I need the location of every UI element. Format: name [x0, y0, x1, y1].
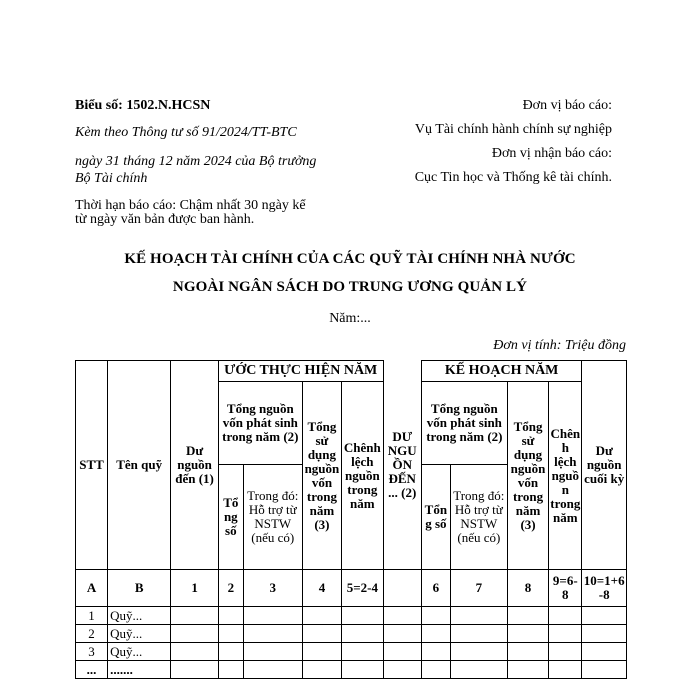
- row-fund-name: .......: [108, 661, 171, 679]
- reporting-unit: Vụ Tài chính hành chính sự nghiệp: [414, 122, 612, 137]
- index-cell: 7: [450, 570, 507, 607]
- header-difference: Chênh lệch nguồn trong năm: [342, 382, 383, 570]
- index-cell: A: [76, 570, 108, 607]
- header-of-which-support: Trong đó: Hỗ trợ từ NSTW (nếu có): [243, 465, 302, 570]
- index-cell: 4: [302, 570, 341, 607]
- title-line1: KẾ HOẠCH TÀI CHÍNH CỦA CÁC QUỸ TÀI CHÍNH NHÀ NƯỚC: [124, 251, 576, 267]
- header-closing-balance: Dư nguồn cuối kỳ: [582, 361, 627, 570]
- header-total: Tổng số: [218, 465, 243, 570]
- header-of-which-support-plan: Trong đó: Hỗ trợ từ NSTW (nếu có): [450, 465, 507, 570]
- row-stt: 3: [76, 643, 108, 661]
- index-cell: 2: [218, 570, 243, 607]
- form-code: Biểu số: 1502.N.HCSN: [75, 98, 211, 113]
- index-cell: 9=6-8: [549, 570, 582, 607]
- unit-of-measure: Đơn vị tính: Triệu đồng: [493, 338, 626, 353]
- row-fund-name: Quỹ...: [108, 625, 171, 643]
- deadline-line1: Thời hạn báo cáo: Chậm nhất 30 ngày kể: [75, 198, 306, 213]
- table-row: [76, 643, 627, 661]
- report-year: Năm:...: [329, 311, 371, 326]
- row-fund-name: Quỹ...: [108, 643, 171, 661]
- index-cell: 3: [243, 570, 302, 607]
- table-row: [76, 625, 627, 643]
- header-total-sources: Tổng nguồn vốn phát sinh trong năm (2): [218, 382, 302, 465]
- reporting-unit-label: Đơn vị báo cáo:: [522, 98, 612, 113]
- index-cell: B: [108, 570, 171, 607]
- header-difference-plan: Chênh lệch nguồn trong năm: [549, 382, 582, 570]
- header-balance-carried: DƯ NGUỒN ĐẾN ... (2): [383, 361, 421, 570]
- index-cell: 10=1+6-8: [582, 570, 627, 607]
- group-plan-header: KẾ HOẠCH NĂM: [421, 361, 582, 382]
- header-total-sources-plan: Tổng nguồn vốn phát sinh trong năm (2): [421, 382, 507, 465]
- title-line2: NGOÀI NGÂN SÁCH DO TRUNG ƯƠNG QUẢN LÝ: [172, 279, 528, 295]
- financial-plan-table: [75, 360, 627, 679]
- header-fund-name: Tên quỹ: [108, 361, 171, 570]
- header-stt: STT: [76, 361, 108, 570]
- table-row: [76, 661, 627, 679]
- header-total-plan: Tổng số: [421, 465, 450, 570]
- row-stt: 2: [76, 625, 108, 643]
- attached-circular-line1: Kèm theo Thông tư số 91/2024/TT-BTC: [75, 125, 297, 140]
- index-cell: [383, 570, 421, 607]
- receiving-unit: Cục Tin học và Thống kê tài chính.: [414, 170, 612, 185]
- header-opening-balance: Dư nguồn đến (1): [171, 361, 219, 570]
- index-cell: 8: [507, 570, 548, 607]
- deadline-line2: từ ngày văn bản được ban hành.: [75, 212, 255, 227]
- row-stt: ...: [76, 661, 108, 679]
- index-cell: 5=2-4: [342, 570, 383, 607]
- table-row: [76, 607, 627, 625]
- receiving-unit-label: Đơn vị nhận báo cáo:: [491, 146, 612, 161]
- attached-circular-line2: ngày 31 tháng 12 năm 2024 của Bộ trưởng: [75, 154, 317, 169]
- index-cell: 6: [421, 570, 450, 607]
- attached-circular-line3: Bộ Tài chính: [75, 171, 148, 186]
- row-stt: 1: [76, 607, 108, 625]
- index-cell: 1: [171, 570, 219, 607]
- row-fund-name: Quỹ...: [108, 607, 171, 625]
- header-total-usage: Tổng sử dụng nguồn vốn trong năm (3): [302, 382, 341, 570]
- header-total-usage-plan: Tổng sử dụng nguồn vốn trong năm (3): [507, 382, 548, 570]
- group-estimate-header: ƯỚC THỰC HIỆN NĂM: [218, 361, 383, 382]
